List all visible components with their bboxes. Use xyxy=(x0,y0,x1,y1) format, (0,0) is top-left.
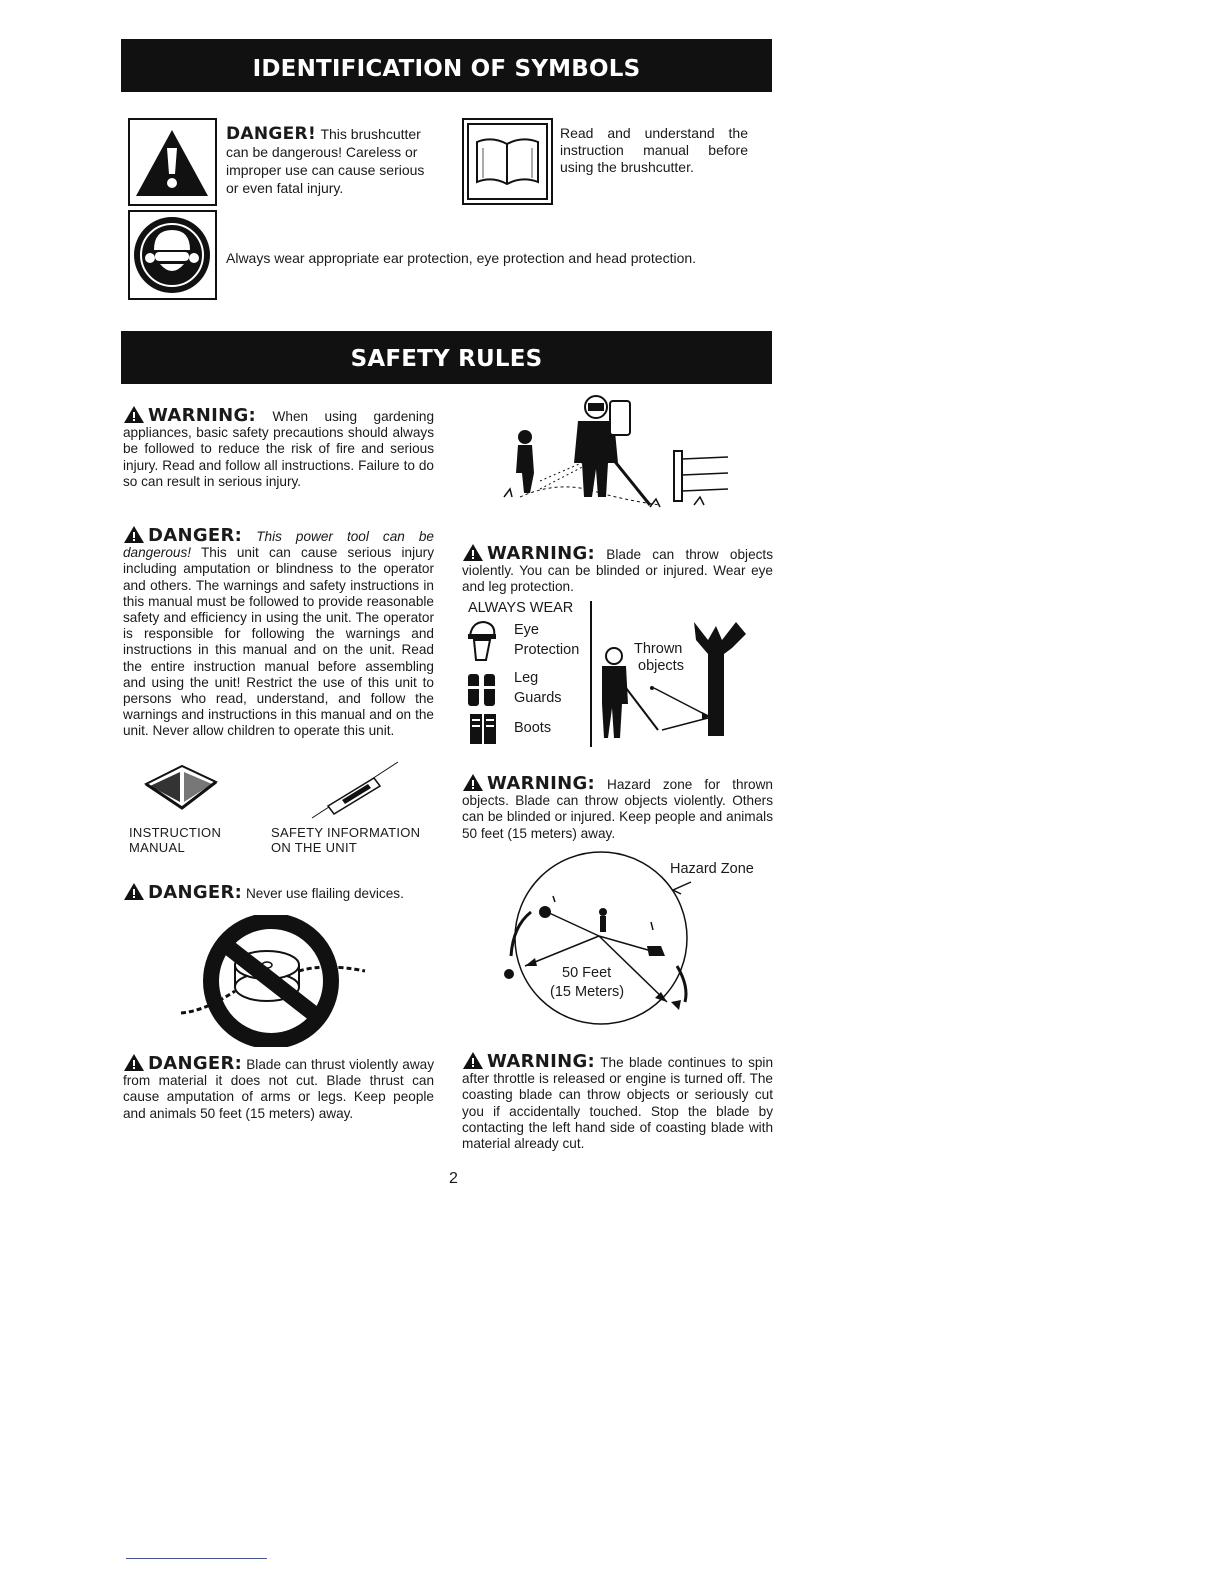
danger-blade-thrust-text: Blade can thrust violently away from material it does not cut. Blade thrust can cause amputation of arms or legs. Keep people and animals 50 feet (15 meters) away. xyxy=(123,1057,434,1121)
warning-triangle-icon xyxy=(130,120,215,204)
wear-leg-line-2: Guards xyxy=(514,690,562,706)
open-book-icon xyxy=(464,120,551,203)
warning-general-text: When using gardening appliances, basic safety precautions should always be followed to reduce the risk of fire and serious injury. Read and follow all instructions. Failure to do so can result in serious injury. xyxy=(123,409,435,489)
leg-guards-icon xyxy=(466,672,498,708)
thrown-line-1: Thrown xyxy=(634,641,683,657)
manual-book-icon xyxy=(142,758,222,816)
symbols-header: IDENTIFICATION OF SYMBOLS xyxy=(121,39,772,92)
wear-leg-line-1: Leg xyxy=(514,670,539,686)
boots-icon xyxy=(468,712,498,746)
warning-general-title: WARNING: xyxy=(148,405,257,426)
warning-triangle-icon xyxy=(123,1053,145,1072)
warning-triangle-icon xyxy=(123,525,145,544)
footer-rule xyxy=(126,1558,267,1559)
hazard-zone-label: Hazard Zone xyxy=(670,861,754,877)
wear-eye-protection xyxy=(514,622,579,659)
protection-symbol-box xyxy=(128,210,217,300)
manual-symbol-desc: Read and understand the instruction manual before using the brushcutter. xyxy=(560,125,748,175)
thrown-objects-illustration xyxy=(596,618,761,746)
thrown-objects-label xyxy=(634,641,684,675)
warning-hazard-zone-text: Hazard zone for thrown objects. Blade can throw objects violently. Others can be blinded or injured. Keep people and animals 50 feet (15 meters) away. xyxy=(462,777,773,841)
wear-boots: Boots xyxy=(514,720,552,736)
caption-manual-line-2: MANUAL xyxy=(129,840,185,855)
protective-gear-icon xyxy=(130,212,215,298)
manual-symbol-box xyxy=(462,118,553,205)
safety-header: SAFETY RULES xyxy=(121,331,772,384)
danger-power-tool-title: DANGER: xyxy=(148,525,243,546)
danger-symbol-text xyxy=(226,124,436,198)
warning-coasting-blade-title: WARNING: xyxy=(487,1051,596,1072)
eye-protection-icon xyxy=(466,620,498,664)
safety-decal-illustration xyxy=(310,760,402,820)
instruction-manual-illustration xyxy=(142,758,222,816)
no-flailing-devices-illustration xyxy=(175,915,375,1047)
protection-symbol-desc: Always wear appropriate ear protection, eye protection and head protection. xyxy=(226,250,697,266)
wear-eye-line-1: Eye xyxy=(514,622,539,638)
always-wear-label: ALWAYS WEAR xyxy=(468,600,574,616)
warning-thrown-objects-text: Blade can throw objects violently. You can be blinded or injured. Wear eye and leg protection. xyxy=(462,547,774,595)
distance-label xyxy=(550,965,625,1001)
warning-triangle-icon xyxy=(123,882,145,901)
safety-decal-icon xyxy=(310,760,402,820)
caption-unit-line-2: ON THE UNIT xyxy=(271,840,358,855)
danger-symbol-title: DANGER! xyxy=(226,124,317,144)
operator-with-bystander-illustration xyxy=(500,393,732,518)
caption-manual-line-1: INSTRUCTION xyxy=(129,825,222,840)
prohibition-icon xyxy=(175,915,375,1047)
warning-triangle-icon xyxy=(123,405,145,424)
caption-unit-line-1: SAFETY INFORMATION xyxy=(271,825,421,840)
thrown-line-2: objects xyxy=(638,658,684,674)
caption-instruction-manual xyxy=(129,825,221,855)
warning-coasting-blade-text: The blade continues to spin after throttle is released or engine is turned off. The coasting blade can throw objects or seriously cut you if accidentally touched. Stop the blade by contacting the left hand side of coasting blade with material already cut. xyxy=(462,1055,774,1152)
warning-triangle-icon xyxy=(462,773,484,792)
danger-power-tool-italic: This power tool can be dangerous! xyxy=(123,529,434,561)
warning-hazard-zone xyxy=(462,773,773,842)
warning-coasting-blade xyxy=(462,1051,773,1152)
warning-thrown-objects-title: WARNING: xyxy=(487,543,596,564)
tree-icon xyxy=(596,618,761,746)
warning-thrown-objects xyxy=(462,543,773,596)
danger-power-tool-text: This unit can cause serious injury including amputation or blindness to the operator and others. The warnings and safety instructions in this manual must be followed to provide reasonable safety and efficiency in using the unit. The operator is responsible for following the warnings and instructions in this manual and on the unit. Read the entire instruction manual before assembling and using the unit! Restrict the use of this unit to persons who read, understand, and follow the warnings and instructions in this manual and on the unit. Never allow children to operate this unit. xyxy=(123,545,435,739)
danger-power-tool xyxy=(123,525,434,740)
distance-line-2: (15 Meters) xyxy=(550,984,625,1000)
danger-flailing-text: Never use flailing devices. xyxy=(245,886,404,901)
danger-blade-thrust xyxy=(123,1053,434,1122)
danger-blade-thrust-title: DANGER: xyxy=(148,1053,243,1074)
warning-triangle-icon xyxy=(462,543,484,562)
danger-flailing-title: DANGER: xyxy=(148,882,243,903)
danger-flailing xyxy=(123,882,443,902)
warning-hazard-zone-title: WARNING: xyxy=(487,773,596,794)
danger-symbol-box xyxy=(128,118,217,206)
always-wear-divider xyxy=(590,601,592,747)
page-number: 2 xyxy=(449,1170,458,1187)
wear-eye-line-2: Protection xyxy=(514,642,580,658)
distance-line-1: 50 Feet xyxy=(562,965,612,981)
caption-safety-information xyxy=(271,825,420,855)
warning-triangle-icon xyxy=(462,1051,484,1070)
danger-symbol-desc: This brushcutter can be dangerous! Careless or improper use can cause serious or even fatal injury. xyxy=(226,126,425,196)
operator-icon xyxy=(500,393,732,518)
wear-leg-guards xyxy=(514,670,562,707)
warning-general xyxy=(123,405,434,490)
